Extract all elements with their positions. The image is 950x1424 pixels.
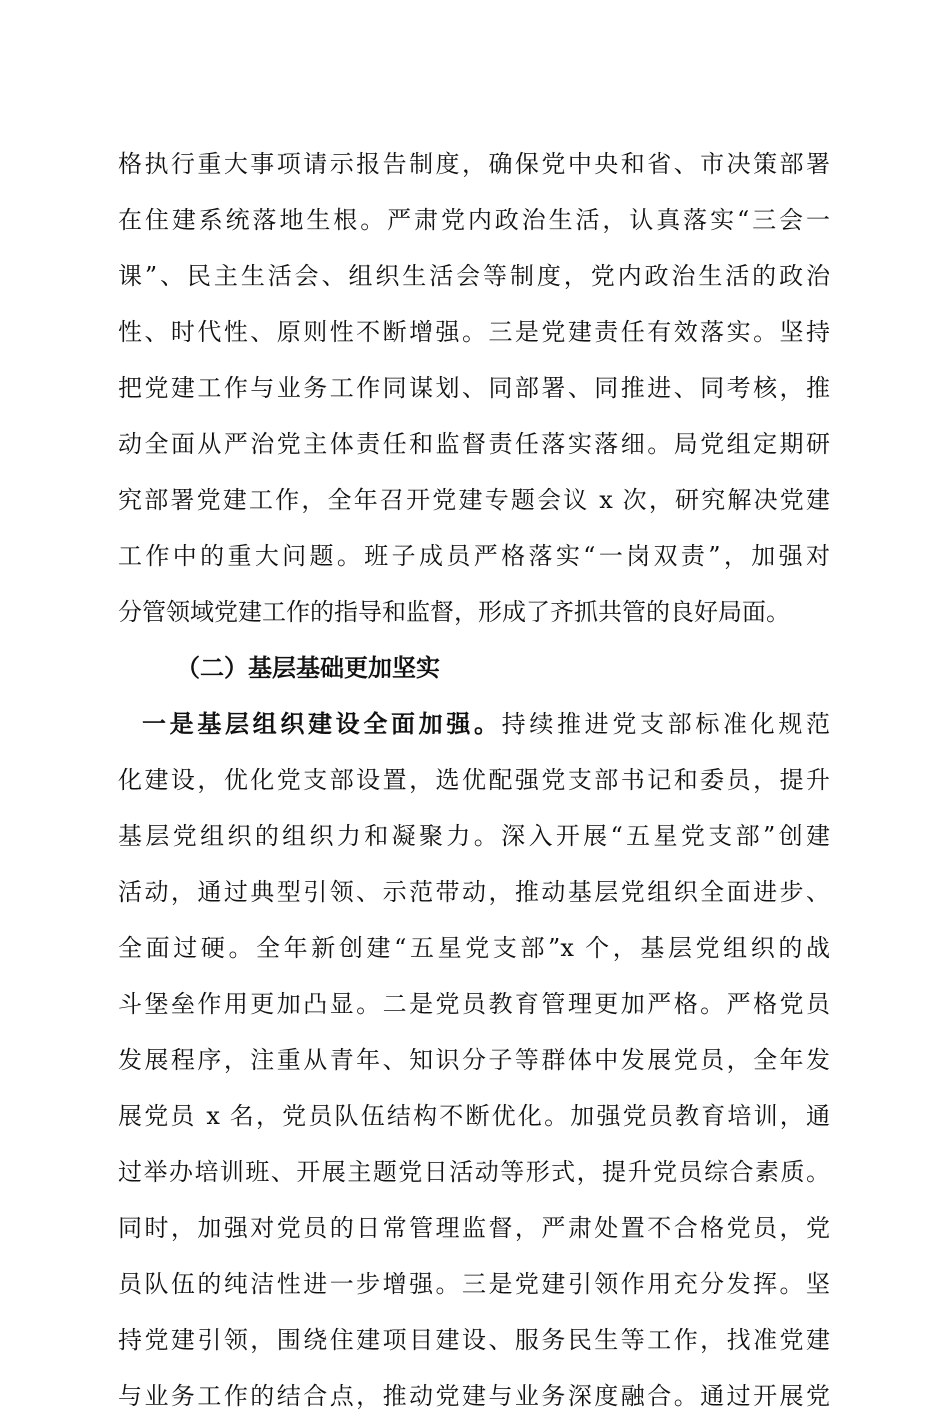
paragraph-line: 基层党组织的组织力和凝聚力。深入开展“五星党支部”创建 xyxy=(118,822,830,850)
paragraph-line: 动全面从严治党主体责任和监督责任落实落细。局党组定期研 xyxy=(118,430,830,458)
paragraph-line: 性、时代性、原则性不断增强。三是党建责任有效落实。坚持 xyxy=(118,318,830,346)
paragraph-line: 发展程序，注重从青年、知识分子等群体中发展党员，全年发 xyxy=(118,1046,830,1074)
document-body xyxy=(118,136,830,1424)
paragraph-line: 工作中的重大问题。班子成员严格落实“一岗双责”，加强对 xyxy=(118,542,830,570)
paragraph-line: 展党员 x 名，党员队伍结构不断优化。加强党员教育培训，通 xyxy=(118,1102,830,1130)
paragraph-line: 究部署党建工作，全年召开党建专题会议 x 次，研究解决党建 xyxy=(118,486,830,514)
paragraph-line: 全面过硬。全年新创建“五星党支部”x 个，基层党组织的战 xyxy=(118,934,830,962)
paragraph-line: 员队伍的纯洁性进一步增强。三是党建引领作用充分发挥。坚 xyxy=(118,1270,830,1298)
paragraph-line: 格执行重大事项请示报告制度，确保党中央和省、市决策部署 xyxy=(118,150,830,178)
paragraph-line: 活动，通过典型引领、示范带动，推动基层党组织全面进步、 xyxy=(118,878,830,906)
paragraph-line: 同时，加强对党员的日常管理监督，严肃处置不合格党员，党 xyxy=(118,1214,830,1242)
paragraph-line: 过举办培训班、开展主题党日活动等形式，提升党员综合素质。 xyxy=(118,1158,830,1186)
paragraph-line: 课”、民主生活会、组织生活会等制度，党内政治生活的政治 xyxy=(118,262,830,290)
paragraph-line: 把党建工作与业务工作同谋划、同部署、同推进、同考核，推 xyxy=(118,374,830,402)
paragraph-line: 持党建引领，围绕住建项目建设、服务民生等工作，找准党建 xyxy=(118,1326,830,1354)
paragraph-line: 化建设，优化党支部设置，选优配强党支部书记和委员，提升 xyxy=(118,766,830,794)
paragraph-line: 分管领域党建工作的指导和监督，形成了齐抓共管的良好局面。 xyxy=(118,598,790,626)
paragraph-line: 与业务工作的结合点，推动党建与业务深度融合。通过开展党 xyxy=(118,1382,830,1410)
paragraph-first-line xyxy=(118,696,830,752)
paragraph-line: 在住建系统落地生根。严肃党内政治生活，认真落实“三会一 xyxy=(118,206,830,234)
paragraph-first-line-rest: 持续推进党支部标准化规范 xyxy=(501,710,831,738)
paragraph-line: 斗堡垒作用更加凸显。二是党员教育管理更加严格。严格党员 xyxy=(118,990,830,1018)
paragraph-lead-phrase: 一是基层组织建设全面加强。 xyxy=(142,709,502,738)
section-heading: （二）基层基础更加坚实 xyxy=(176,653,440,682)
